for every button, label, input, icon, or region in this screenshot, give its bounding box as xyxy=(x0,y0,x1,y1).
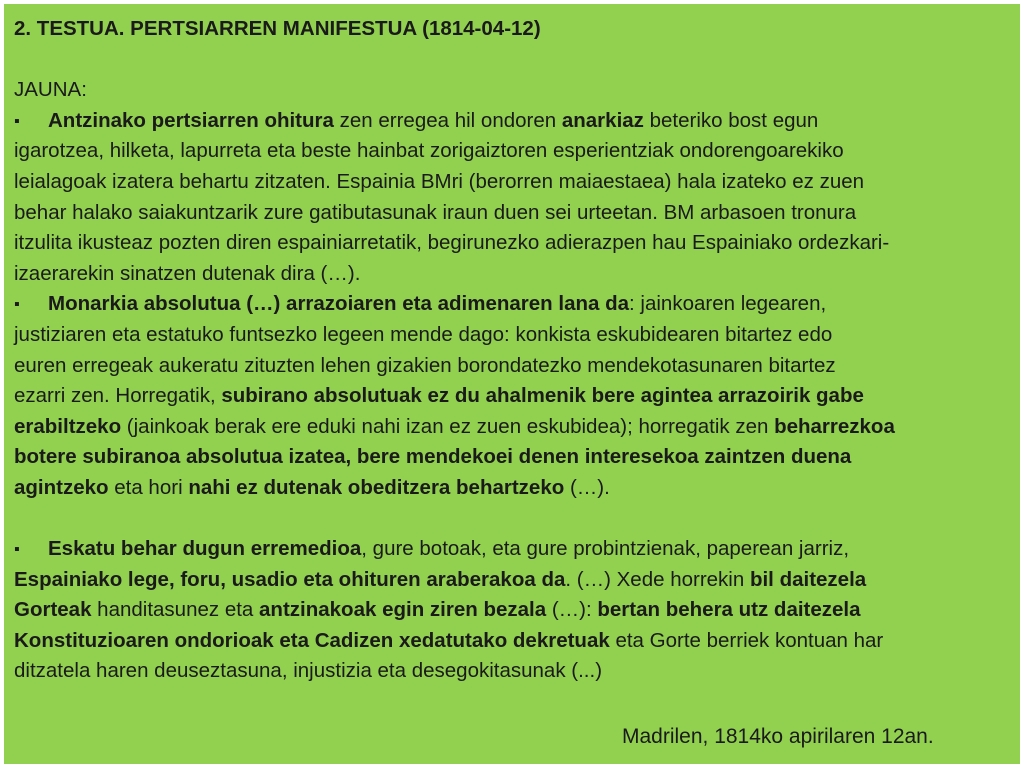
paragraph-2 xyxy=(14,289,1014,503)
paragraph-2-line-7 xyxy=(14,473,1014,504)
document-title: 2. TESTUA. PERTSIARREN MANIFESTUA (1814-04-12) xyxy=(14,17,541,40)
paragraph-2-line-2: justiziaren eta estatuko funtsezko legeen mende dago: konkista eskubidearen bitartez edo xyxy=(14,322,833,346)
paragraph-3-line-2 xyxy=(14,565,1014,596)
paragraph-3-line-5: ditzatela haren deuseztasuna, injustizia eta desegokitasunak (...) xyxy=(14,659,603,683)
bold-phrase: Konstituzioaren ondorioak eta Cadizen xedatutako dekretuak xyxy=(14,628,610,652)
bold-phrase: Monarkia absolutua (…) arrazoiaren eta adimenaren lana da xyxy=(48,292,630,316)
text-run: (jainkoak berak ere eduki nahi izan ez zuen eskubidea); horregatik zen xyxy=(121,414,775,438)
bold-phrase: Eskatu behar dugun erremedioa xyxy=(48,537,362,561)
bold-phrase: anarkiaz xyxy=(561,108,644,132)
paragraph-2-line-1 xyxy=(14,289,1014,320)
bold-phrase: beharrezkoa xyxy=(774,414,895,438)
paragraph-1 xyxy=(14,106,1014,290)
paragraph-2-line-3: euren erregeak aukeratu zituzten lehen gizakien borondatezko mendekotasunaren bitartez xyxy=(14,353,836,377)
slide-background xyxy=(4,4,1020,764)
bold-phrase: erabiltzeko xyxy=(14,414,122,438)
bold-phrase: bil daitezela xyxy=(749,567,867,591)
paragraph-1-line-4: behar halako saiakuntzarik zure gatibutasunak iraun duen sei urteetan. BM arbasoen tronura xyxy=(14,200,857,224)
text-run: beteriko bost egun xyxy=(643,108,819,132)
text-run: (…). xyxy=(564,475,610,499)
bullet-icon: ▪ xyxy=(14,296,20,314)
bold-phrase: Espainiako lege, foru, usadio eta ohituren araberakoa da xyxy=(14,567,566,591)
bold-phrase: Gorteak xyxy=(14,598,92,622)
paragraph-1-line-3: leialagoak izatera behartu zitzaten. Espainia BMri (berorren maiaestaea) hala izateko ez zuen xyxy=(14,169,865,193)
document-text xyxy=(14,14,1014,687)
paragraph-2-line-4 xyxy=(14,381,1014,412)
text-run: eta hori xyxy=(108,475,189,499)
text-run: eta Gorte berriek kontuan har xyxy=(609,628,884,652)
bold-phrase: agintzeko xyxy=(14,475,109,499)
paragraph-1-line-5: itzulita ikusteaz pozten diren espainiarretatik, begirunezko adierazpen hau Espainiako ordezkari- xyxy=(14,231,890,255)
blank-line xyxy=(14,504,1014,535)
salutation: JAUNA: xyxy=(14,78,87,102)
paragraph-3-line-1 xyxy=(14,534,1014,565)
paragraph-1-line-2: igarotzea, hilketa, lapurreta eta beste hainbat zorigaiztoren esperientziak ondorengoarekiko xyxy=(14,139,844,163)
bold-phrase: botere subiranoa absolutua izatea, bere mendekoei denen interesekoa zaintzen duena xyxy=(14,445,852,469)
bold-phrase: antzinakoak egin ziren bezala xyxy=(259,598,547,622)
bullet-icon: ▪ xyxy=(14,541,20,559)
text-run: . (…) Xede horrekin xyxy=(565,567,750,591)
signature-line: Madrilen, 1814ko apirilaren 12an. xyxy=(622,725,934,748)
bullet-icon: ▪ xyxy=(14,112,20,130)
text-run: : jainkoaren legearen, xyxy=(629,292,827,316)
text-run: (…): xyxy=(546,598,598,622)
bold-phrase: Antzinako pertsiarren ohitura xyxy=(48,108,334,132)
paragraph-3-line-3 xyxy=(14,595,1014,626)
bold-phrase: bertan behera utz daitezela xyxy=(597,598,861,622)
blank-line xyxy=(14,45,1014,76)
text-run: ezarri zen. Horregatik, xyxy=(14,384,222,408)
paragraph-3-line-4 xyxy=(14,626,1014,657)
paragraph-1-line-6: izaerarekin sinatzen dutenak dira (…). xyxy=(14,261,361,285)
text-run: , gure botoak, eta gure probintzienak, paperean jarriz, xyxy=(361,537,850,561)
paragraph-3 xyxy=(14,534,1014,687)
bold-phrase: subirano absolutuak ez du ahalmenik bere agintea arrazoirik gabe xyxy=(221,384,864,408)
bold-phrase: nahi ez dutenak obeditzera behartzeko xyxy=(188,475,565,499)
text-run: zen erregea hil ondoren xyxy=(333,108,562,132)
paragraph-2-line-6 xyxy=(14,442,1014,473)
paragraph-2-line-5 xyxy=(14,412,1014,443)
text-run: handitasunez eta xyxy=(91,598,260,622)
paragraph-1-line-1 xyxy=(14,106,1014,137)
